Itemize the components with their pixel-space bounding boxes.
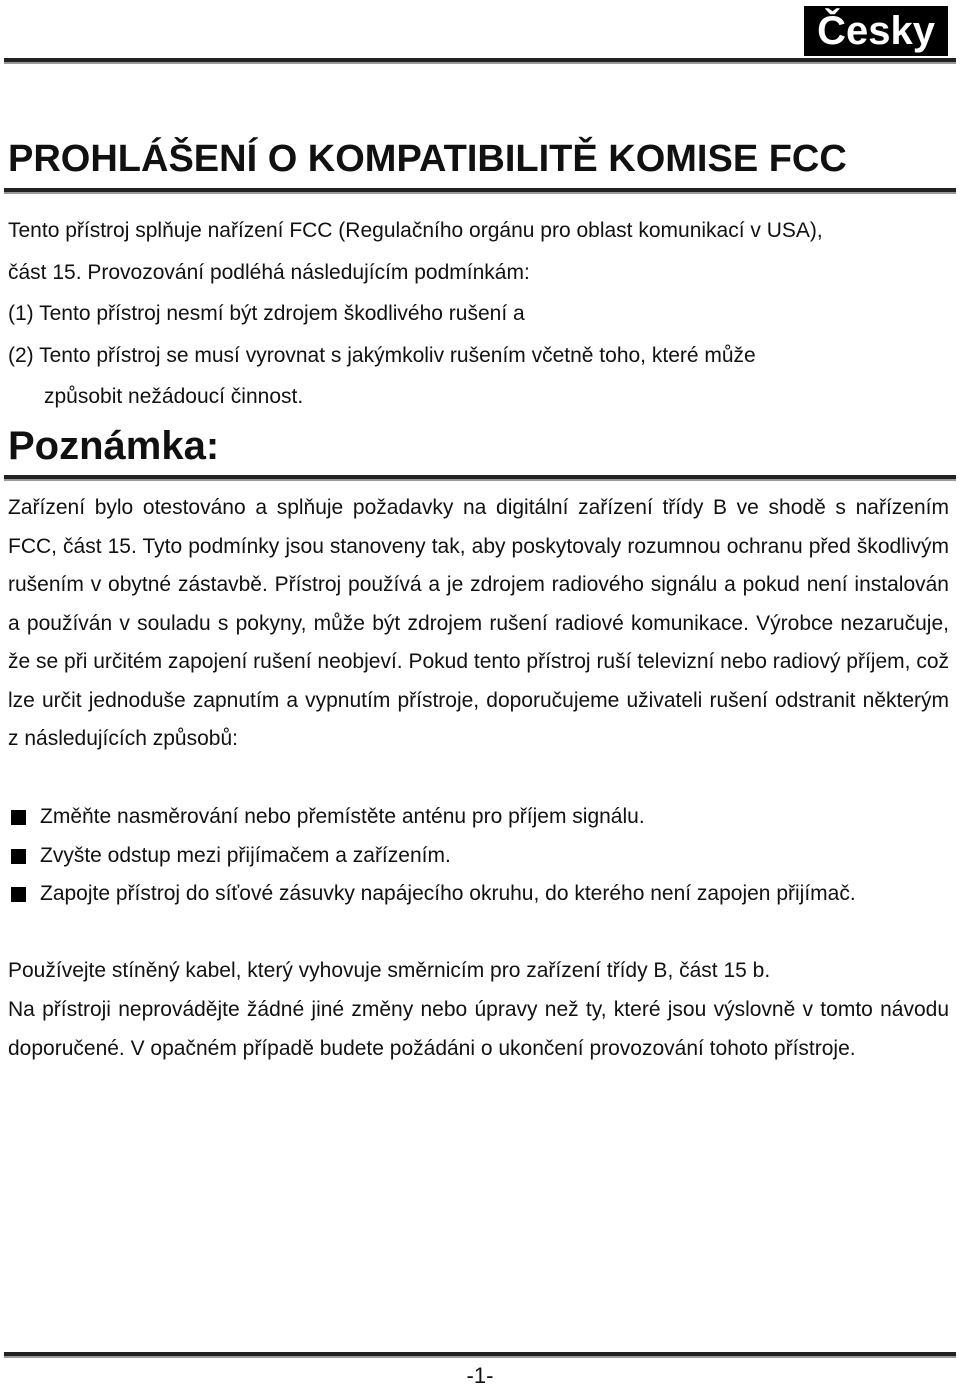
list-item-text: Zvyšte odstup mezi přijímačem a zařízením. [40,843,451,867]
page-title: PROHLÁŠENÍ O KOMPATIBILITĚ KOMISE FCC [8,138,847,180]
header-divider [4,58,956,64]
condition-2: (2) Tento přístroj se musí vyrovnat s jakýmkoliv rušením včetně toho, které může [8,343,756,367]
list-item-text: Změňte nasměrování nebo přemístěte anténu pro příjem signálu. [40,805,645,828]
list-item [8,837,949,876]
note-divider [4,475,956,481]
cable-paragraph: Používejte stíněný kabel, který vyhovuje směrnicím pro zařízení třídy B, část 15 b. [8,959,771,982]
list-item [8,875,949,914]
condition-1: (1) Tento přístroj nesmí být zdrojem škodlivého rušení a [8,302,525,325]
square-bullet-icon [11,849,26,864]
note-heading: Poznámka: [8,424,220,468]
intro-line-1: Tento přístroj splňuje nařízení FCC (Regulačního orgánu pro oblast komunikací v USA), [8,219,823,242]
list-item [8,798,949,837]
square-bullet-icon [11,887,26,902]
intro-line-2: část 15. Provozování podléhá následujícím podmínkám: [8,260,530,284]
title-divider [4,188,956,194]
modifications-paragraph: Na přístroji neprovádějte žádné jiné změny nebo úpravy než ty, které jsou výslovně v tomto návodu doporučené. V opačném případě budete požádáni o ukončení provozování tohoto přístroje. [8,998,949,1060]
square-bullet-icon [11,810,26,825]
condition-2-continuation: způsobit nežádoucí činnost. [44,385,304,408]
language-badge: Česky [804,6,948,56]
note-body: Zařízení bylo otestováno a splňuje požadavky na digitální zařízení třídy B ve shodě s nařízením FCC, část 15. Tyto podmínky jsou stanoveny tak, aby poskytovaly rozumnou ochranu před škodlivým rušením v obytné zástavbě. Přístroj používá a je zdrojem radiového signálu a pokud není instalován a používán v souladu s pokyny, může být zdrojem rušení radiové komunikace. Výrobce nezaručuje, že se při určitém zapojení rušení neobjeví. Pokud tento přístroj ruší televizní nebo radiový příjem, což lze určit jednoduše zapnutím a vypnutím přístroje, doporučujeme uživateli rušení odstranit některým z následujících způsobů: [8,496,949,750]
intro-paragraph [8,210,949,418]
list-item-text: Zapojte přístroj do síťové zásuvky napájecího okruhu, do kterého není zapojen přijímač. [40,882,856,905]
recommendation-list [8,798,949,914]
footer-divider [4,1352,956,1358]
page-number: -1- [466,1363,494,1388]
